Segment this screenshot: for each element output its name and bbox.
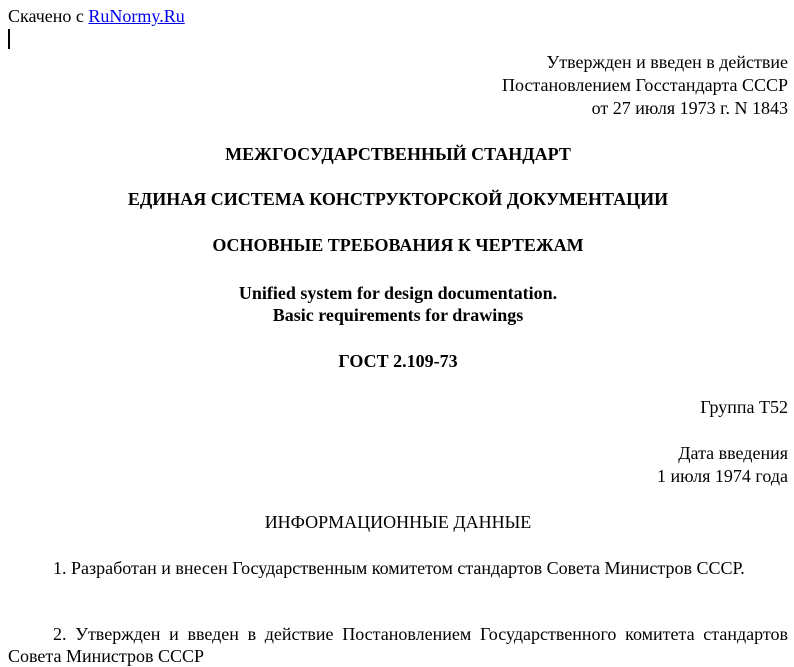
title-english-line-1: Unified system for design documentation. — [238, 283, 558, 303]
approval-line-1: Утвержден и введен в действие — [546, 52, 788, 72]
title-subject: ОСНОВНЫЕ ТРЕБОВАНИЯ К ЧЕРТЕЖАМ — [212, 235, 584, 255]
gost-number: ГОСТ 2.109-73 — [338, 351, 458, 371]
source-line — [8, 5, 788, 27]
approval-line-2: Постановлением Госстандарта СССР — [502, 75, 788, 95]
intro-date-value: 1 июля 1974 года — [657, 466, 788, 486]
paragraph-1: 1. Разработан и внесен Государственным комитетом стандартов Совета Министров СССР. — [53, 558, 745, 578]
intro-date-label: Дата введения — [678, 443, 788, 463]
title-interstate-standard: МЕЖГОСУДАРСТВЕННЫЙ СТАНДАРТ — [225, 144, 571, 164]
paragraph-2: 2. Утвержден и введен в действие Постановлением Государственного комитета стандартов Совета Министров СССР — [8, 624, 788, 666]
title-english-line-2: Basic requirements for drawings — [272, 305, 524, 325]
info-heading: ИНФОРМАЦИОННЫЕ ДАННЫЕ — [264, 512, 532, 532]
group-code: Группа Т52 — [700, 397, 788, 417]
source-prefix: Скачено с — [8, 6, 84, 26]
source-link[interactable]: RuNormy.Ru — [88, 6, 185, 26]
approval-line-3: от 27 июля 1973 г. N 1843 — [591, 98, 788, 118]
title-system: ЕДИНАЯ СИСТЕМА КОНСТРУКТОРСКОЙ ДОКУМЕНТАЦИИ — [127, 189, 669, 209]
text-cursor — [8, 29, 10, 49]
